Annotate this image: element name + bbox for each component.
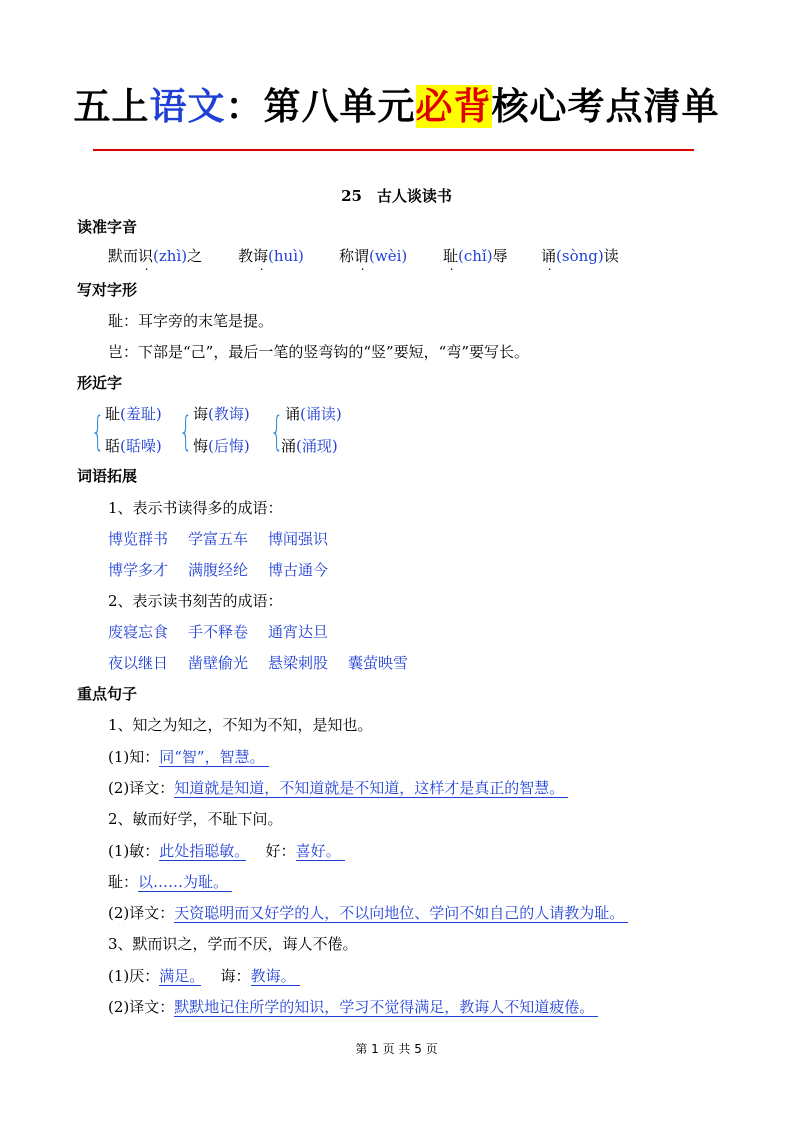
similar-char: 耻(羞耻) xyxy=(105,405,162,423)
idiom: 博古通今 xyxy=(268,561,329,579)
section-words-heading: 词语拓展 xyxy=(77,467,138,485)
translation: (2)译文：天资聪明而又好学的人，不以向地位、学问不如自己的人请教为耻。 xyxy=(108,903,628,923)
annotation: (1)厌：满足。 诲：教诲。 xyxy=(108,966,300,986)
idiom: 囊萤映雪 xyxy=(348,654,409,672)
idiom: 博闻强识 xyxy=(268,530,329,548)
idiom: 博览群书 xyxy=(108,530,169,548)
translation: (2)译文：知道就是知道，不知道就是不知道，这样才是真正的智慧。 xyxy=(108,778,568,798)
key-sentence: 1、知之为知之，不知为不知，是知也。 xyxy=(108,716,373,734)
section-read-heading: 读准字音 xyxy=(77,218,138,236)
similar-char: 诲(教诲) xyxy=(193,405,250,423)
annotation: (1)知：同“智”，智慧。 xyxy=(108,747,269,767)
write-note: 岂：下部是“己”，最后一笔的竖弯钩的“竖”要短，“弯”要写长。 xyxy=(108,343,530,361)
annotation: 耻：以……为耻。 xyxy=(108,872,232,892)
pinyin-item: 耻(chǐ)辱 xyxy=(443,247,508,265)
pinyin-item: 诵(sòng)读 xyxy=(541,247,619,265)
idiom: 满腹经纶 xyxy=(188,561,249,579)
annotation: (1)敏：此处指聪敏。 好：喜好。 xyxy=(108,841,345,861)
idiom: 废寝忘食 xyxy=(108,623,169,641)
page-title: 五上语文：第八单元必背核心考点清单 xyxy=(73,85,720,128)
similar-char: 悔(后悔) xyxy=(193,437,250,455)
key-sentence: 3、默而识之，学而不厌，诲人不倦。 xyxy=(108,935,358,953)
translation: (2)译文：默默地记住所学的知识，学习不觉得满足，教诲人不知道疲倦。 xyxy=(108,997,598,1017)
idiom-group-title: 2、表示读书刻苦的成语： xyxy=(108,592,283,610)
section-sentences-heading: 重点句子 xyxy=(77,685,138,703)
similar-char: 涌(涌现) xyxy=(281,437,338,455)
section-write-heading: 写对字形 xyxy=(77,281,138,299)
idiom: 学富五车 xyxy=(188,530,249,548)
pinyin-item: 默而识(zhì)之 xyxy=(108,247,203,265)
lesson-heading: 25 古人谈读书 xyxy=(341,187,452,205)
idiom: 通宵达旦 xyxy=(268,623,329,641)
brace-icon: { xyxy=(178,409,193,455)
section-similar-heading: 形近字 xyxy=(77,374,123,392)
idiom: 悬梁刺股 xyxy=(268,654,329,672)
similar-char: 聒(聒噪) xyxy=(105,437,162,455)
pinyin-item: 教诲(huì) xyxy=(238,247,304,265)
idiom: 夜以继日 xyxy=(108,654,169,672)
write-note: 耻：耳字旁的末笔是提。 xyxy=(108,312,274,330)
idiom: 手不释卷 xyxy=(188,623,249,641)
title-divider xyxy=(93,149,694,151)
brace-icon: { xyxy=(90,409,105,455)
pinyin-item: 称谓(wèi) xyxy=(339,247,408,265)
idiom: 博学多才 xyxy=(108,561,169,579)
page-footer: 第 1 页 共 5 页 xyxy=(355,1042,438,1056)
brace-icon: { xyxy=(269,409,284,455)
similar-char: 诵(诵读) xyxy=(285,405,342,423)
key-sentence: 2、敏而好学，不耻下问。 xyxy=(108,810,283,828)
idiom-group-title: 1、表示书读得多的成语： xyxy=(108,499,283,517)
idiom: 凿壁偷光 xyxy=(188,654,249,672)
